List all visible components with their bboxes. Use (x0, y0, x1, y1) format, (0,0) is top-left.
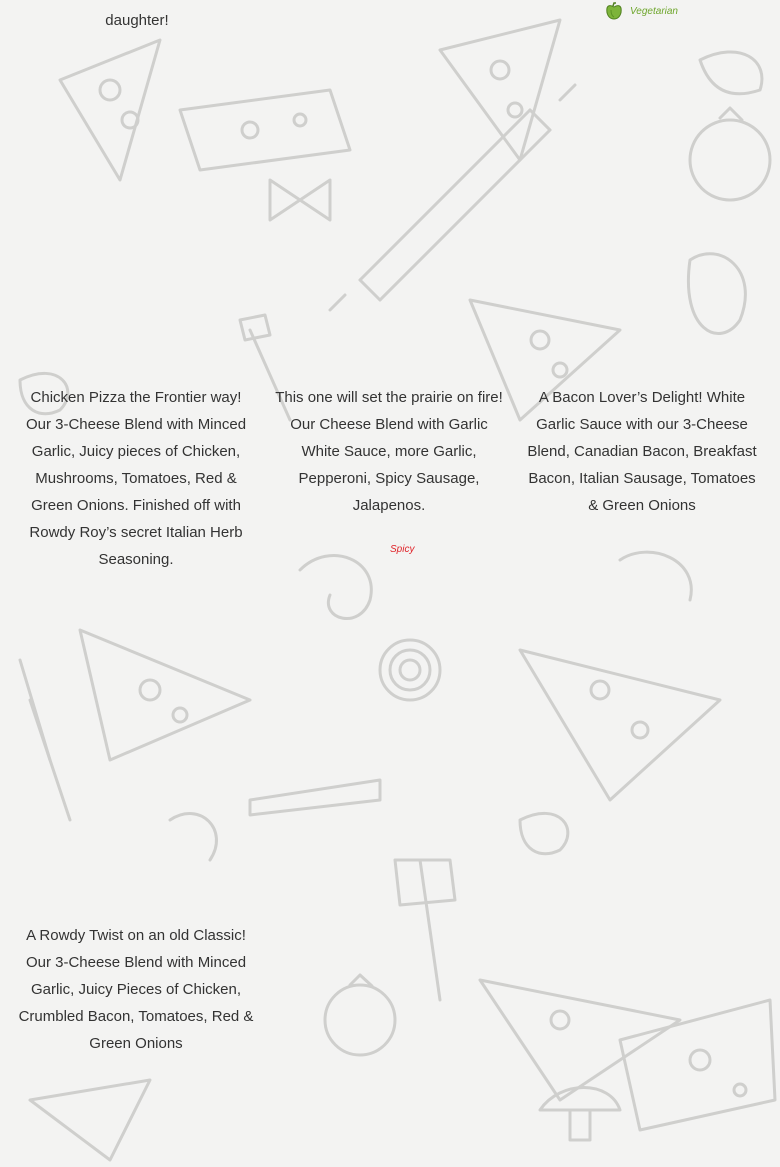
menu-item-description: Chicken Pizza the Frontier way! Our 3-Cheese Blend with Minced Garlic, Juicy pieces of Chicken, Mushrooms, Tomatoes, Red & Green Onions. Finished off with Rowdy Roy’s secret Italian Herb Seasoning. (25, 389, 247, 568)
vegetarian-tag (604, 2, 678, 20)
menu-item-description-fragment: daughter! (105, 12, 169, 29)
menu-item-description: A Rowdy Twist on an old Classic! Our 3-Cheese Blend with Minced Garlic, Juicy Pieces of Chicken, Crumbled Bacon, Tomatoes, Red & Green Onions (18, 927, 254, 1052)
vegetarian-tag-label: Vegetarian (630, 5, 678, 17)
green-pepper-icon (604, 2, 624, 20)
spicy-tag-label: Spicy (390, 544, 415, 555)
menu-item-description: A Bacon Lover’s Delight! White Garlic Sauce with our 3-Cheese Blend, Canadian Bacon, Breakfast Bacon, Italian Sausage, Tomatoes & Green Onions (527, 389, 757, 514)
menu-item-description: This one will set the prairie on fire! Our Cheese Blend with Garlic White Sauce, more Garlic, Pepperoni, Spicy Sausage, Jalapenos. (275, 389, 503, 514)
spicy-tag (390, 544, 414, 555)
